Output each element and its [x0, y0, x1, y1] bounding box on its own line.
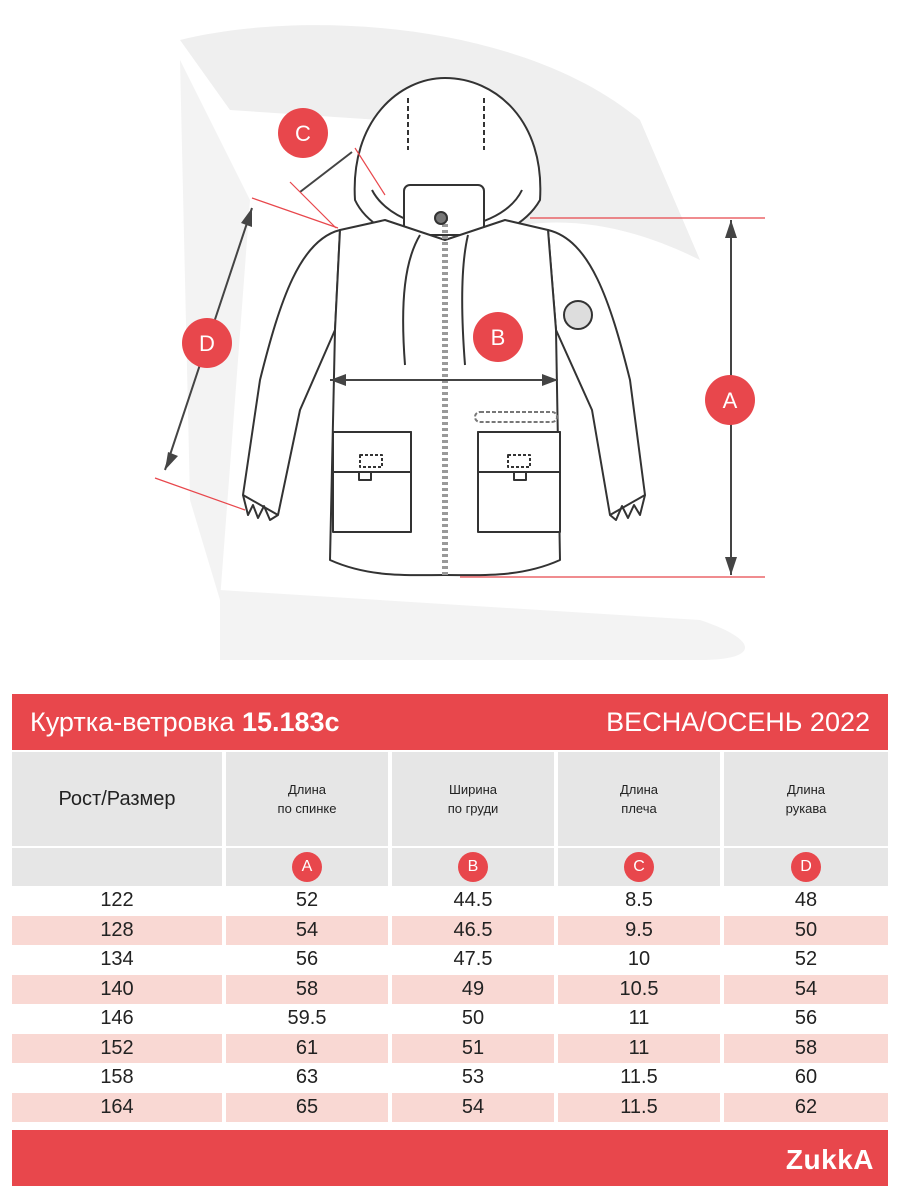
letter-badge-a: A — [292, 852, 322, 882]
letter-badge-b: B — [458, 852, 488, 882]
letter-cell — [392, 846, 558, 886]
size-header: Рост/Размер — [12, 752, 226, 846]
letter-cell-empty — [12, 846, 226, 886]
measurement-cell: 61 — [226, 1034, 392, 1064]
measurement-cell: 58 — [226, 975, 392, 1005]
size-cell: 122 — [12, 886, 226, 916]
measurement-cell: 54 — [724, 975, 888, 1005]
size-table-header — [12, 752, 888, 846]
table-row — [12, 1004, 888, 1034]
size-cell: 140 — [12, 975, 226, 1005]
letter-cell — [226, 846, 392, 886]
measurement-cell: 49 — [392, 975, 558, 1005]
measurement-cell: 52 — [226, 886, 392, 916]
measurement-cell: 46.5 — [392, 916, 558, 946]
measurement-cell: 11.5 — [558, 1063, 724, 1093]
measurement-cell: 53 — [392, 1063, 558, 1093]
letter-cell — [724, 846, 888, 886]
table-row — [12, 1063, 888, 1093]
table-row — [12, 975, 888, 1005]
product-article: 15.183с — [241, 706, 340, 737]
measurement-cell: 11 — [558, 1034, 724, 1064]
table-row — [12, 945, 888, 975]
product-title — [30, 707, 340, 738]
table-row — [12, 916, 888, 946]
measurement-cell: 50 — [724, 916, 888, 946]
badge-c-label: C — [295, 121, 311, 146]
measurement-cell: 52 — [794, 948, 818, 971]
size-table — [12, 752, 888, 1122]
size-cell: 158 — [12, 1063, 226, 1093]
measurement-cell: 11 — [558, 1004, 724, 1034]
measurement-cell: 63 — [226, 1063, 392, 1093]
column-header-a: Длина по спинке — [226, 752, 392, 846]
measurement-cell: 51 — [392, 1034, 558, 1064]
table-row — [12, 886, 888, 916]
size-cell: 134 — [12, 945, 226, 975]
measurement-cell: 50 — [392, 1004, 558, 1034]
measurement-cell: 10 — [558, 945, 724, 975]
size-cell: 146 — [12, 1004, 226, 1034]
measurement-cell: 56 — [794, 1007, 818, 1030]
badge-b-label: B — [490, 325, 506, 350]
column-header-b: Ширина по груди — [392, 752, 558, 846]
badge-d-label: D — [199, 331, 215, 356]
measurement-cell: 59.5 — [226, 1004, 392, 1034]
letter-row — [12, 846, 888, 886]
left-sleeve — [243, 230, 340, 515]
measurement-cell: 54 — [226, 916, 392, 946]
measurement-cell: 62 — [724, 1093, 888, 1123]
badge-a-label: A — [722, 388, 738, 413]
size-cell: 128 — [12, 916, 226, 946]
right-sleeve — [548, 230, 645, 515]
measurement-cell: 48 — [794, 889, 818, 912]
measurement-cell: 56 — [226, 945, 392, 975]
product-name: Куртка-ветровка — [30, 706, 235, 737]
measurement-cell: 47.5 — [392, 945, 558, 975]
table-row — [12, 1034, 888, 1064]
sleeve-badge — [564, 301, 592, 329]
column-header-d: Длина рукава — [724, 752, 888, 846]
measurement-cell: 60 — [794, 1066, 818, 1089]
measurement-cell: 44.5 — [392, 886, 558, 916]
size-cell: 152 — [12, 1034, 226, 1064]
product-season: ВЕСНА/ОСЕНЬ 2022 — [606, 706, 870, 737]
letter-cell — [558, 846, 724, 886]
table-row — [12, 1093, 888, 1123]
measurement-cell: 65 — [226, 1093, 392, 1123]
measurement-cell: 9.5 — [558, 916, 724, 946]
measurement-cell: 10.5 — [558, 975, 724, 1005]
measurement-cell: 58 — [724, 1034, 888, 1064]
measurement-cell: 8.5 — [558, 886, 724, 916]
measurement-cell: 54 — [392, 1093, 558, 1123]
footer-bar — [12, 1130, 888, 1186]
size-cell: 164 — [12, 1093, 226, 1123]
brand-logo: ZukkA — [785, 1144, 874, 1175]
letter-badge-d: D — [791, 852, 821, 882]
letter-badge-c: C — [624, 852, 654, 882]
product-title-bar — [12, 694, 888, 750]
measurement-cell: 11.5 — [558, 1093, 724, 1123]
column-header-c: Длина плеча — [558, 752, 724, 846]
